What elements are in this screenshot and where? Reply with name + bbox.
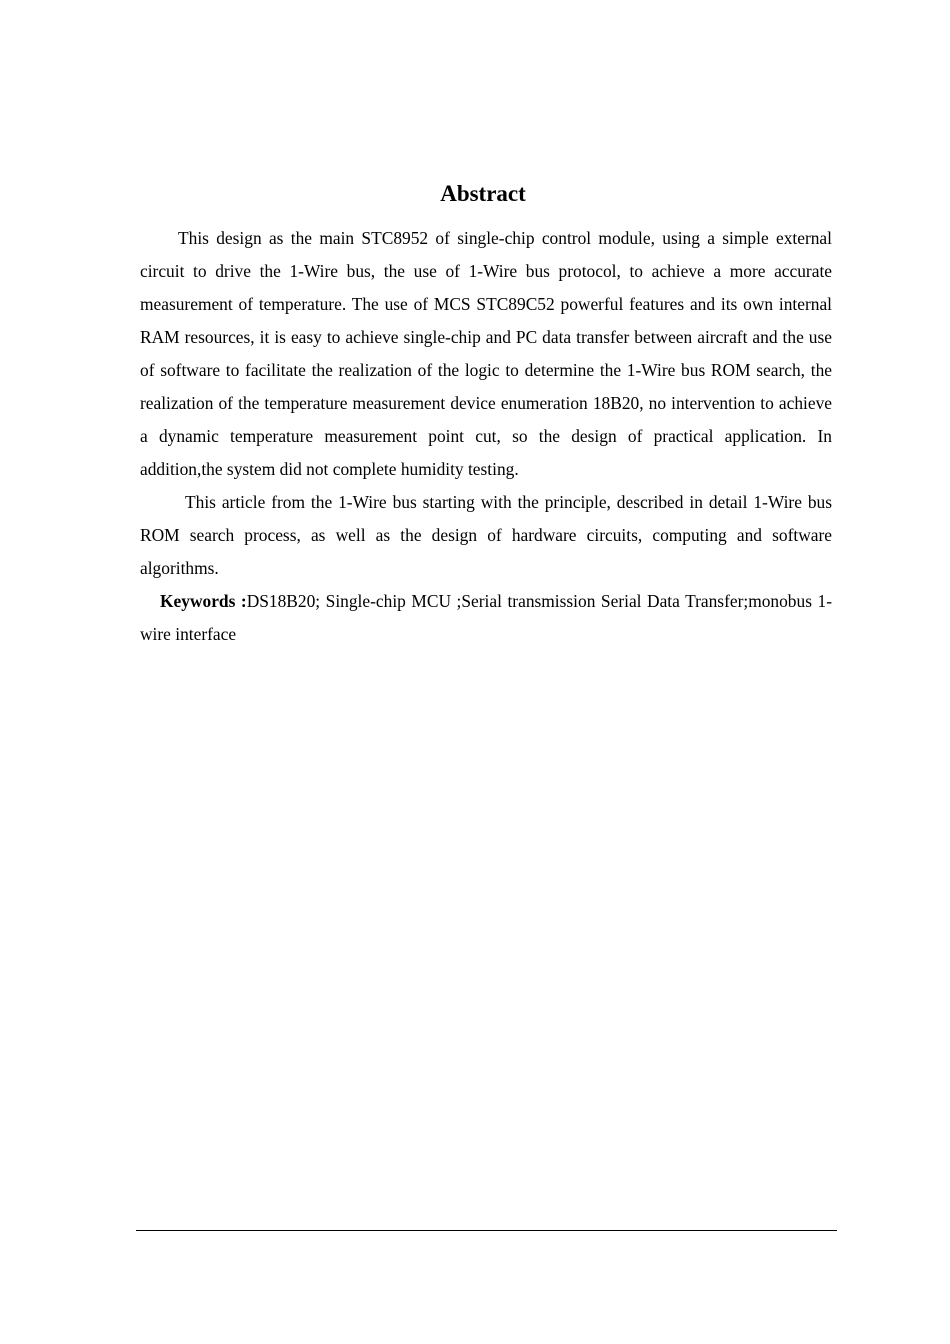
- footer-divider: [136, 1230, 837, 1231]
- abstract-title: Abstract: [440, 181, 526, 206]
- keywords-line: [140, 585, 832, 651]
- abstract-paragraph-1: This design as the main STC8952 of single-chip control module, using a simple external circuit to drive the 1-Wire bus, the use of 1-Wire bus protocol, to achieve a more accurate measurement of temperature. The use of MCS STC89C52 powerful features and its own internal RAM resources, it is easy to achieve single-chip and PC data transfer between aircraft and the use of software to facilitate the realization of the logic to determine the 1-Wire bus ROM search, the realization of the temperature measurement device enumeration 18B20, no intervention to achieve a dynamic temperature measurement point cut, so the design of practical application. In addition,the system did not complete humidity testing.: [140, 228, 832, 479]
- keywords-label: Keywords :: [160, 591, 247, 611]
- abstract-body: [140, 222, 832, 651]
- keywords-text: DS18B20; Single-chip MCU ;Serial transmission Serial Data Transfer;monobus 1-wire interface: [140, 591, 832, 644]
- abstract-paragraph-2: This article from the 1-Wire bus starting with the principle, described in detail 1-Wire bus ROM search process, as well as the design of hardware circuits, computing and software algorithms.: [140, 492, 832, 578]
